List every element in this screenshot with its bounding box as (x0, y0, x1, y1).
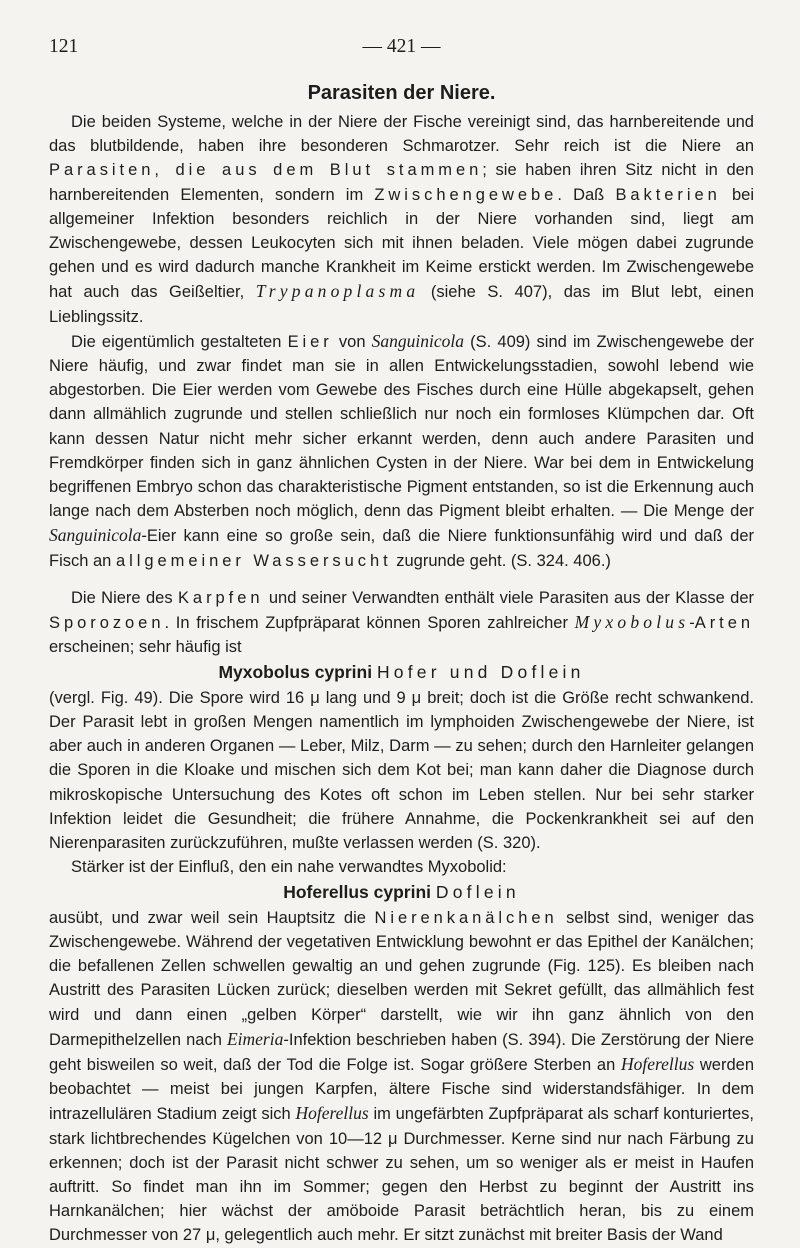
species-name: Hoferellus cyprini (283, 882, 432, 903)
text-run: (S. 409) sind im Zwischengewebe der Niere häufig, und zwar findet man sie in allen Entwickelungsstadien, sowohl lebend wie abgestorben. Die Eier werden vom Gewebe des Fisches durch eine Hülle abgekapselt, gehen dann allmählich zugrunde und stellen schließlich nur noch ein formloses Klümpchen dar. Oft kann dessen Natur nicht mehr sicher erkannt werden, denn auch andere Parasiten und Fremdkörper finden sich in ganz ähnlichen Cysten in der Niere. War bei dem in Entwickelung begriffenen Embryo schon das charakteristische Pigment entstanden, so ist die Erkennung auch lange nach dem Absterben noch möglich, denn das Pigment bleibt erhalten. — Die Menge der (49, 332, 755, 521)
paragraph-4: (vergl. Fig. 49). Die Spore wird 16 μ lang und 9 μ breit; doch ist die Größe recht schwankend. Der Parasit lebt in großen Mengen namentlich im lymphoiden Zwischengewebe der Niere, ist aber auch in anderen Organen — Leber, Milz, Darm — zu sehen; durch den Harnleiter gelangen die Sporen in die Kloake und mischen sich dem Kot bei; man kann daher die Diagnose durch mikroskopische Untersuchung des Kotes oft schon im Leben stellen. Nur bei sehr starker Infektion leidet die Gesundheit; die frühere Annahme, die Pockenkrankheit sei auf den Nierenparasiten zurückzuführen, mußte verlassen werden (S. 320). (49, 688, 754, 852)
species-heading-myxobolus (49, 660, 754, 684)
genus-name: Sanguinicola (371, 330, 465, 351)
page-header (49, 36, 754, 66)
text-run: . In frischem Zupfpräparat können Sporen zahlreicher (164, 614, 575, 633)
spaced-emphasis: Bakterien (615, 185, 721, 204)
paragraph-1 (49, 110, 754, 329)
paragraph-6 (49, 906, 754, 1248)
spaced-emphasis: Zwischengewebe (374, 185, 558, 204)
species-authors: Doflein (435, 882, 520, 903)
spaced-emphasis: Eier (287, 332, 333, 351)
spaced-emphasis: Sporozoen (49, 614, 165, 633)
spaced-emphasis: Parasiten, die aus dem Blut stammen (49, 161, 483, 180)
text-run: ausübt, und zwar weil sein Hauptsitz die (49, 908, 375, 927)
species-authors: Hofer und Doflein (376, 662, 585, 683)
text-run: von (332, 332, 372, 351)
genus-name: Sanguinicola (49, 525, 142, 546)
text-run: im ungefärbten Zupfpräparat als scharf konturiertes, stark lichtbrechendes Kügelchen von 10—12 μ Durchmesser. Kerne sind nur nach Färbung zu erkennen; doch ist der Parasit nicht schwer zu sehen, um so weniger als er meist in Haufen auftritt. So findet man ihn im Sommer; gegen den Herbst zu beginnt der Austritt ins Harnkanälchen; hier wächst der amöboide Parasit beträchtlich heran, bis zu einem Durchmesser von 27 μ, gelegentlich auch mehr. Er sitzt zunächst mit breiter Basis der Wand (49, 1105, 754, 1245)
paragraph-3 (49, 586, 754, 660)
section-title: Parasiten der Niere. (307, 82, 496, 104)
text-run: - (689, 614, 695, 633)
text-run: selbst sind, weniger das Zwischengewebe. Während der vegetativen Entwicklung bewohnt er das Epithel der Kanälchen; die befallenen Zellen schwellen gewaltig an und gehen zugrunde (Fig. 125). Es bleiben nach Austritt des Parasiten Lücken zurück; dieselben werden mit Sekret gefüllt, das allmählich fest wird und dann einen „gelben Körper“ darstellt, wie wir ihn ganz ähnlich von den Darmepithelzellen nach (49, 908, 754, 1049)
text-run: werden beobachtet — meist bei jungen Karpfen, ältere Fische sind widerstandsfähiger. In dem intrazellulären Stadium zeigt sich (49, 1055, 754, 1124)
text-run: -Eier kann eine so große sein, daß die Niere funktionsunfähig wird und daß der Fisch an (49, 527, 754, 570)
species-heading-hoferellus (49, 880, 754, 904)
text-run: bei allgemeiner Infektion besonders reichlich in der Niere vorhanden sind, liegt am Zwischengewebe, dessen Leukocyten sich mit ihnen beladen. Viele mögen dabei zugrunde gehen und es wird dadurch manche Krankheit im Keime erstickt werden. Im Zwischengewebe hat auch das Geißeltier, (49, 185, 754, 302)
genus-name: Hoferellus (620, 1053, 695, 1074)
genus-name: Trypanoplasma (255, 281, 420, 302)
paragraph-5: Stärker ist der Einfluß, den ein nahe verwandtes Myxobolid: (71, 858, 507, 877)
genus-name: Eimeria (226, 1028, 284, 1049)
spaced-emphasis: allgemeiner Wassersucht (115, 551, 392, 570)
text-run: und seiner Verwandten enthält viele Parasiten aus der Klasse der (263, 588, 755, 607)
text-run: . Daß (557, 185, 616, 204)
text-run: Die eigentümlich gestalteten (71, 332, 288, 351)
spaced-emphasis: Nierenkanälchen (374, 908, 558, 927)
text-run: -Infektion beschrieben haben (S. 394). Die Zerstörung der Niere geht bisweilen so weit, daß der Tod die Folge ist. Sogar größere Sterben an (49, 1030, 754, 1074)
paragraph-2 (49, 329, 754, 573)
genus-name: Myxobolus (574, 612, 690, 633)
spaced-emphasis: Karpfen (177, 588, 264, 607)
page-number-center: — 421 — (362, 36, 441, 57)
text-run: zugrunde geht. (S. 324. 406.) (391, 551, 611, 570)
page-number-left: 121 (49, 36, 79, 57)
text-run: Die beiden Systeme, welche in der Niere der Fische vereinigt sind, das harnbereitende und das blutbildende, haben ihre besonderen Schmarotzer. Sehr reich ist die Niere an (49, 113, 754, 156)
species-name: Myxobolus cyprini (218, 662, 373, 683)
text-run: (siehe S. 407), das im Blut lebt, einen Lieblingssitz. (49, 283, 754, 326)
text-run: Die Niere des (71, 588, 178, 607)
genus-name: Hoferellus (295, 1103, 369, 1124)
spaced-emphasis: Arten (694, 614, 754, 633)
text-run: ; sie haben ihren Sitz nicht in den harnbereitenden Elementen, sondern im (49, 161, 754, 204)
text-run: erscheinen; sehr häufig ist (49, 638, 242, 657)
